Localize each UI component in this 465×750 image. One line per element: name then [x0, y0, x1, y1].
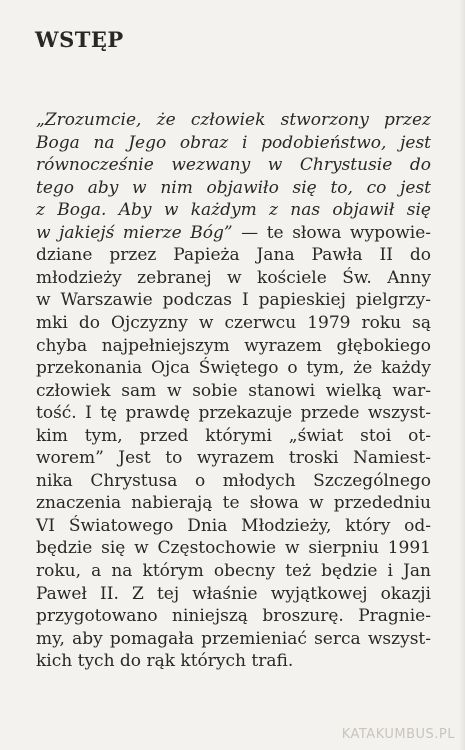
text-line: VI Światowego Dnia Młodzieży, który od-	[36, 515, 431, 536]
text-line: Boga na Jego obraz i podobieństwo, jest	[36, 132, 431, 153]
text-line: przygotowano niniejszą broszurę. Pragnie-	[36, 606, 431, 627]
text-line: worem” Jest to wyrazem troski Namiest-	[36, 448, 431, 469]
text-line: „Zrozumcie, że człowiek stworzony przez	[36, 110, 431, 130]
text-line: tość. I tę prawdę przekazuje przede wszyst-	[36, 403, 431, 424]
text-line: mki do Ojczyzny w czerwcu 1979 roku są	[36, 312, 431, 333]
text-line: przekonania Ojca Świętego o tym, że każdy	[36, 358, 431, 379]
text-line: dziane przez Papieża Jana Pawła II do	[36, 245, 431, 266]
text-line: człowiek sam w sobie stanowi wielką war-	[36, 380, 431, 401]
text-line: z Boga. Aby w każdym z nas objawił się	[36, 200, 431, 221]
text-line: tego aby w nim objawiło się to, co jest	[36, 177, 431, 198]
text-line: kich tych do rąk których trafi.	[36, 651, 294, 672]
text-line: kim tym, przed którymi „świat stoi ot-	[36, 425, 431, 446]
watermark: KATAKUMBUS.PL	[341, 727, 455, 742]
text-line: nika Chrystusa o młodych Szczególnego	[36, 470, 431, 491]
page-edge-shadow	[459, 0, 465, 750]
text-line: my, aby pomagała przemieniać serca wszyst-	[36, 628, 431, 649]
text-line	[36, 223, 431, 243]
text-line: chyba najpełniejszym wyrazem głębokiego	[36, 335, 431, 356]
text-line: w Warszawie podczas I papieskiej pielgrzy-	[36, 290, 431, 311]
text-line: równocześnie wezwany w Chrystusie do	[36, 155, 431, 176]
page-heading: WSTĘP	[35, 27, 124, 52]
roman-text: — te słowa wypowie-	[232, 222, 431, 243]
text-line: będzie się w Częstochowie w sierpniu 1991	[36, 538, 431, 559]
text-line: Paweł II. Z tej właśnie wyjątkowej okazji	[36, 583, 431, 604]
italic-quote-end: w jakiejś mierze Bóg”	[36, 222, 233, 243]
text-line: znaczenia nabierają te słowa w przededniu	[36, 493, 431, 514]
text-line: roku, a na którym obecny też będzie i Jan	[36, 561, 431, 581]
text-line: młodzieży zebranej w kościele Św. Anny	[36, 267, 431, 288]
